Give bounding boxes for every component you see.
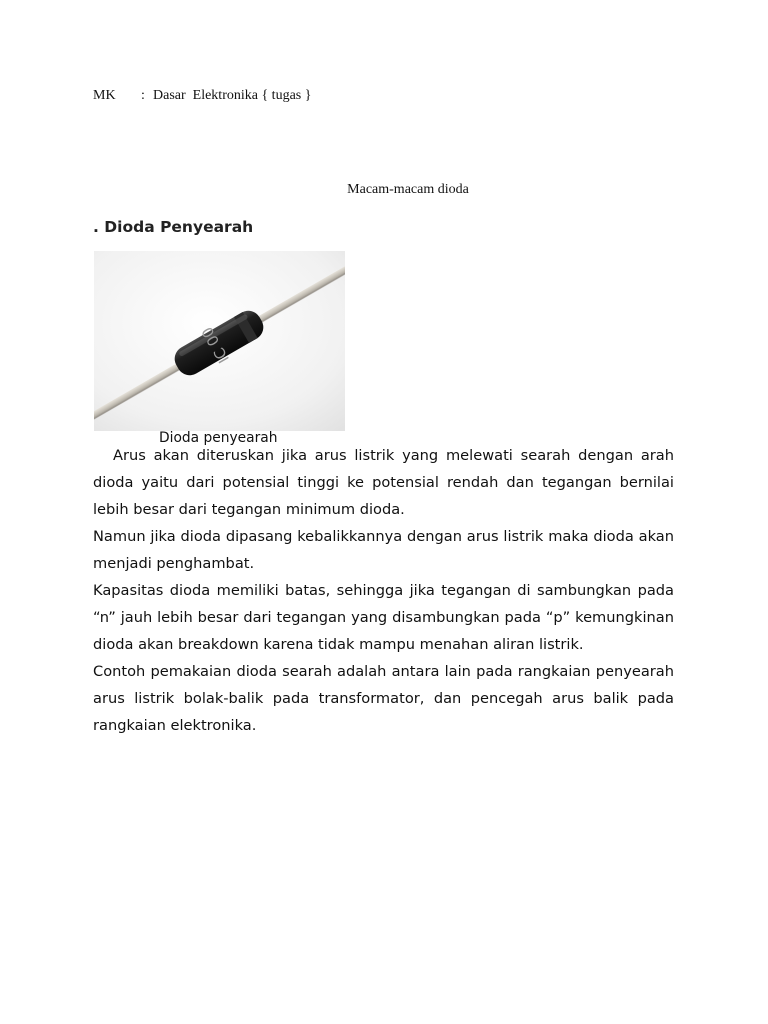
diode-photo [94, 251, 345, 431]
course-header [93, 88, 311, 104]
body-text [93, 442, 674, 739]
page-title: Macam-macam dioda [347, 182, 469, 197]
course-name: Dasar Elektronika { tugas } [153, 88, 312, 103]
course-label: MK [93, 88, 116, 103]
section-heading: . Dioda Penyearah [93, 218, 254, 236]
paragraph: Contoh pemakaian dioda searah adalah antara lain pada rangkaian penyearah arus listrik bolak-balik pada transformator, dan pencegah arus balik pada rangkaian elektronika. [93, 663, 674, 734]
diode-image [94, 251, 345, 431]
paragraph: Kapasitas dioda memiliki batas, sehingga jika tegangan di sambungkan pada “n” jauh lebih besar dari tegangan yang disambungkan pada “p” kemungkinan dioda akan breakdown karena tidak mampu menahan aliran listrik. [93, 582, 674, 653]
course-separator: : [141, 88, 145, 103]
paragraph: Namun jika dioda dipasang kebalikkannya dengan arus listrik maka dioda akan menjadi penghambat. [93, 528, 674, 572]
figure-caption: Dioda penyearah [159, 430, 278, 446]
diode-marking: IC 00 [198, 323, 234, 367]
paragraph: Arus akan diteruskan jika arus listrik yang melewati searah dengan arah dioda yaitu dari potensial tinggi ke potensial rendah dan tegangan bernilai lebih besar dari tegangan minimum dioda. [93, 447, 674, 518]
